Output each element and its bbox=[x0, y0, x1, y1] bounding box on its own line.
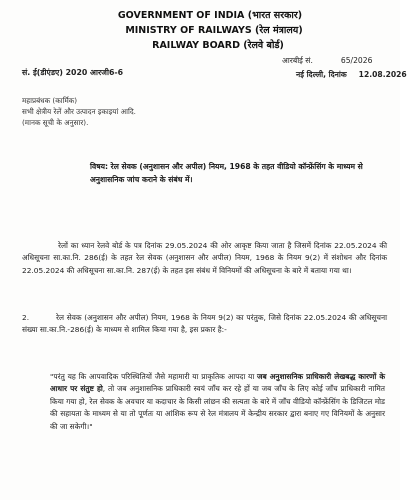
date-value: 12.08.2026 bbox=[358, 70, 407, 79]
quote-part-2: , तो जब अनुशासनिक प्राधिकारी स्वयं जाँच कर रहे हों या जब जाँच के लिए कोई जाँच प्राधिकारी नामित किया गया हो, रेल सेवक के अवचार या कदाचार के किसी लांछन की सत्यता के बारे में जाँच वीडियो कॉन्फ्रेंसिंग के डिजिटल मोड की सहायता के माध्यम से या तो पूर्णतः या आंशिक रूप से रेल मंत्रालय में केन्द्रीय सरकार द्वारा बनाए गए विनियमों के अनुसार की जा सकेगी।" bbox=[50, 384, 385, 431]
addressee-line-1: महाप्रबंधक (कार्मिक) bbox=[22, 96, 78, 105]
rbe-label: आरबीई सं. bbox=[282, 56, 313, 65]
file-number: सं. ई(डीएंडए) 2020 आरजी6-6 bbox=[22, 68, 124, 77]
rbe-value: 65/2026 bbox=[340, 56, 373, 65]
header-board: RAILWAY BOARD (रेलवे बोर्ड) bbox=[152, 40, 284, 51]
paragraph-2 bbox=[22, 312, 387, 337]
quote-part-1: "परंतु यह कि आपवादिक परिस्थितियों जैसे महामारी या प्राकृतिक आपदा या bbox=[50, 372, 258, 381]
subject-line: विषय: रेल सेवक (अनुशासन और अपील) नियम, 1968 के तहत वीडियो कॉन्फ्रेंसिंग के माध्यम से अनुशासनिक जांच कराने के संबंध में। bbox=[90, 162, 363, 184]
paragraph-1: रेलों का ध्यान रेलवे बोर्ड के पत्र दिनांक 29.05.2024 की ओर आकृष्ट किया जाता है जिसमें दिनांक 22.05.2024 की अधिसूचना सा.का.नि. 286(ई) के तहत रेल सेवक (अनुशासन और अपील) नियम, 1968 के नियम 9(2) में संशोधन और दिनांक 22.05.2024 की अधिसूचना सा.का.नि. 287(ई) के तहत इस संबंध में विनियमों की अधिसूचना के बारे में बताया गया था। bbox=[22, 241, 387, 275]
date-label: नई दिल्ली, दिनांक bbox=[296, 70, 347, 79]
paragraph-2-text: रेल सेवक (अनुशासन और अपील) नियम, 1968 के नियम 9(2) का परंतुक, जिसे दिनांक 22.05.2024 की अधिसूचना संख्या सा.का.नि.-286(ई) के माध्यम से शामिल किया गया है, इस प्रकार है:- bbox=[22, 313, 387, 335]
addressee-line-3: (मानक सूची के अनुसार). bbox=[22, 118, 89, 127]
letter-date bbox=[296, 70, 407, 80]
paragraph-2-number: 2. bbox=[22, 313, 30, 322]
header-ministry: MINISTRY OF RAILWAYS (रेल मंत्रालय) bbox=[125, 25, 303, 36]
quoted-proviso bbox=[50, 371, 385, 433]
quote-bold: जब अनुशासनिक प्राधिकारी लेखबद्ध कारणों के आधार पर संतुष्ट हो bbox=[50, 372, 385, 394]
header-government: GOVERNMENT OF INDIA (भारत सरकार) bbox=[117, 10, 303, 21]
addressee-line-2: सभी क्षेत्रीय रेलें और उत्पादन इकाइयां आदि. bbox=[22, 107, 136, 116]
rbe-number bbox=[282, 56, 372, 66]
